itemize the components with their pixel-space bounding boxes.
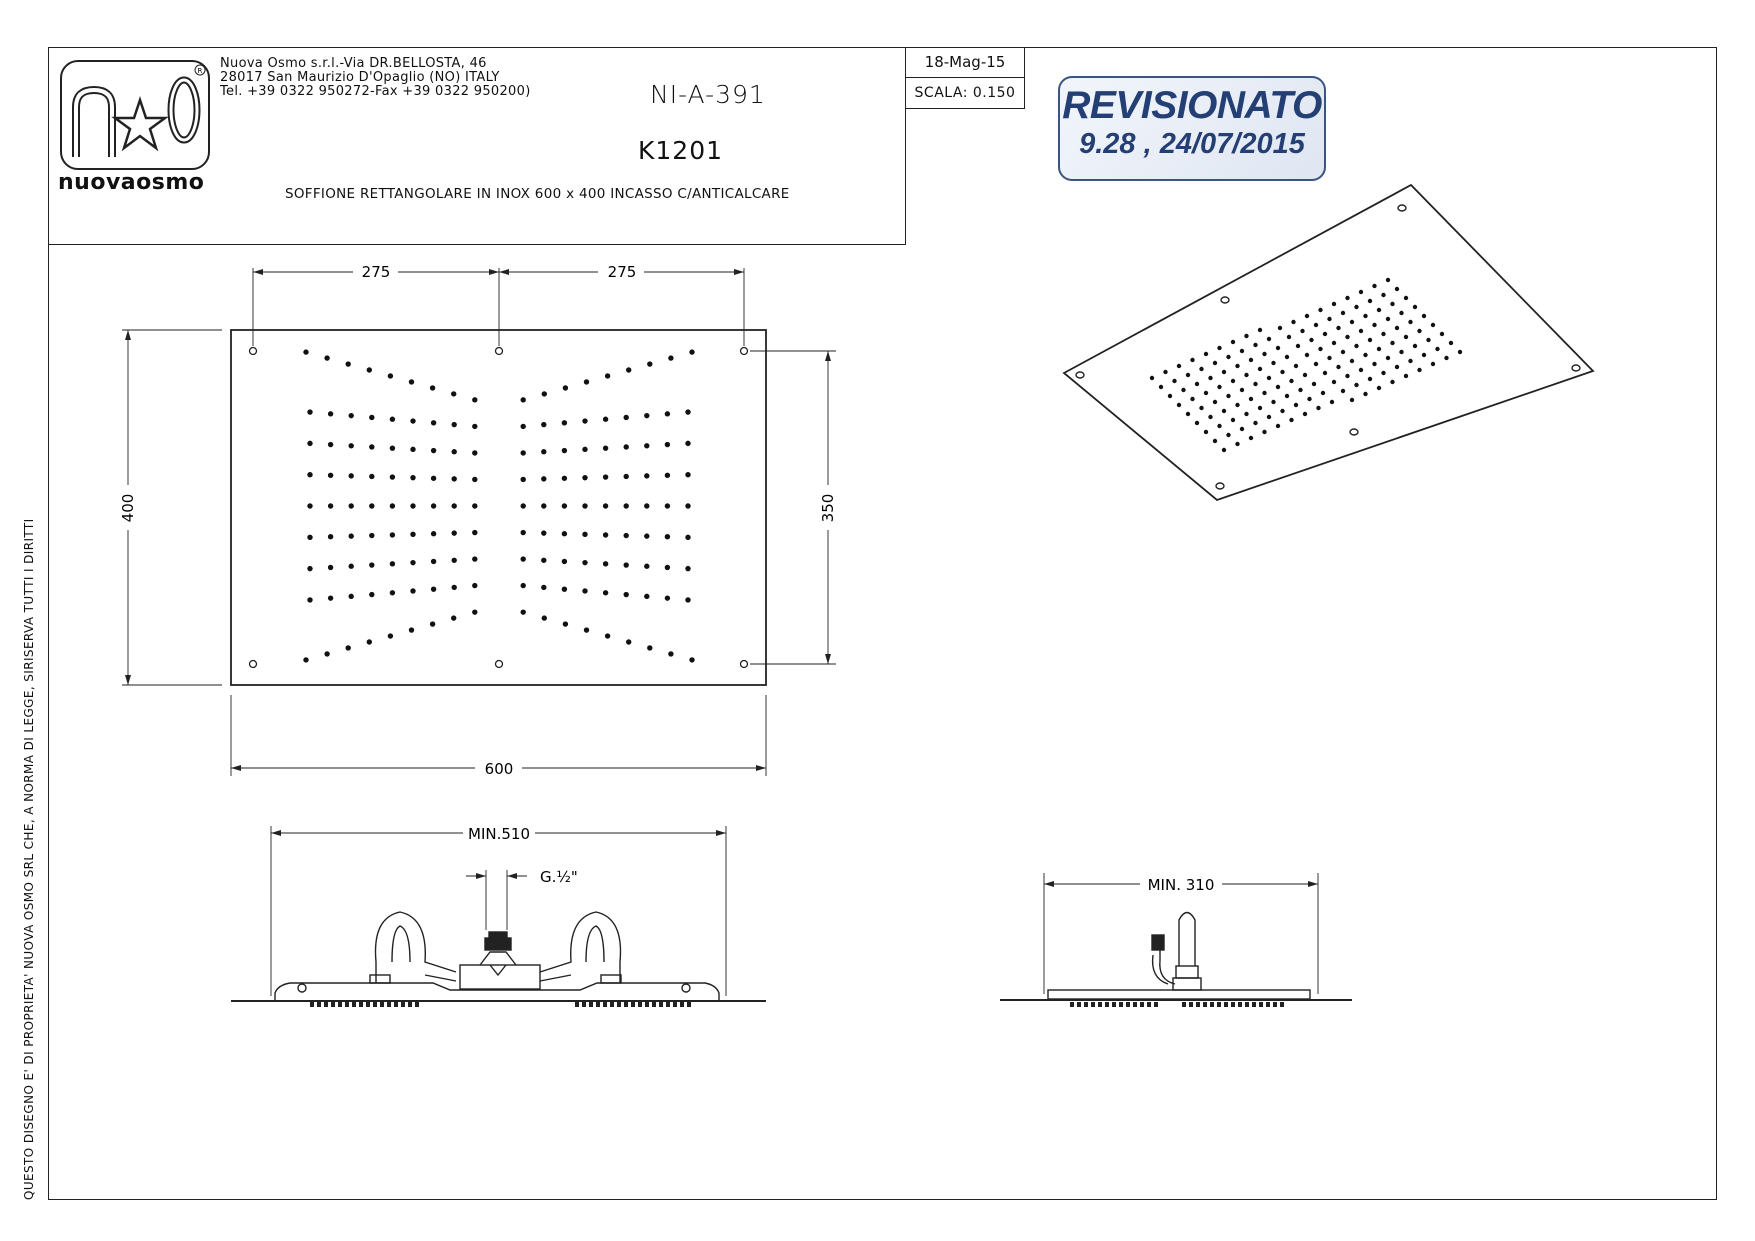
drawing-scale: SCALA: 0.150 — [914, 85, 1016, 101]
mounting-holes — [250, 348, 748, 668]
dim-min-310: MIN. 310 — [1147, 876, 1215, 894]
dim-350: 350 — [819, 493, 837, 523]
drawing-code: NI-A-391 — [650, 80, 766, 109]
drawing-date: 18-Mag-15 — [906, 47, 1024, 78]
stamp-title: REVISIONATO — [1062, 84, 1322, 127]
article-code: K1201 — [638, 136, 724, 165]
copyright-notice: QUESTO DISEGNO E' DI PROPRIETA' NUOVA OSMO SRL CHE, A NORMA DI LEGGE, SIRISERVA TUTTI I DIRITTI — [22, 518, 36, 1200]
dim-275-left: 275 — [361, 263, 391, 281]
dim-min-510: MIN.510 — [468, 825, 530, 843]
dim-400: 400 — [119, 493, 137, 523]
logo-wordmark: nuovaosmo — [58, 170, 205, 195]
stamp-subtitle: 9.28 , 24/07/2015 — [1079, 128, 1305, 160]
address-line: 28017 San Maurizio D'Opaglio (NO) ITALY — [220, 70, 500, 85]
isometric-view — [1064, 185, 1593, 500]
dim-600: 600 — [484, 760, 514, 778]
dim-275-right: 275 — [607, 263, 637, 281]
product-description: SOFFIONE RETTANGOLARE IN INOX 600 x 400 INCASSO C/ANTICALCARE — [285, 186, 790, 202]
nozzle-pattern — [303, 349, 694, 662]
plan-view — [122, 268, 836, 776]
address-line: Nuova Osmo s.r.l.-Via DR.BELLOSTA, 46 — [220, 56, 487, 71]
address-line: Tel. +39 0322 950272-Fax +39 0322 950200) — [220, 84, 531, 99]
front-view — [231, 826, 766, 1007]
dim-thread: G.½" — [540, 868, 578, 886]
svg-text:R: R — [197, 67, 203, 75]
